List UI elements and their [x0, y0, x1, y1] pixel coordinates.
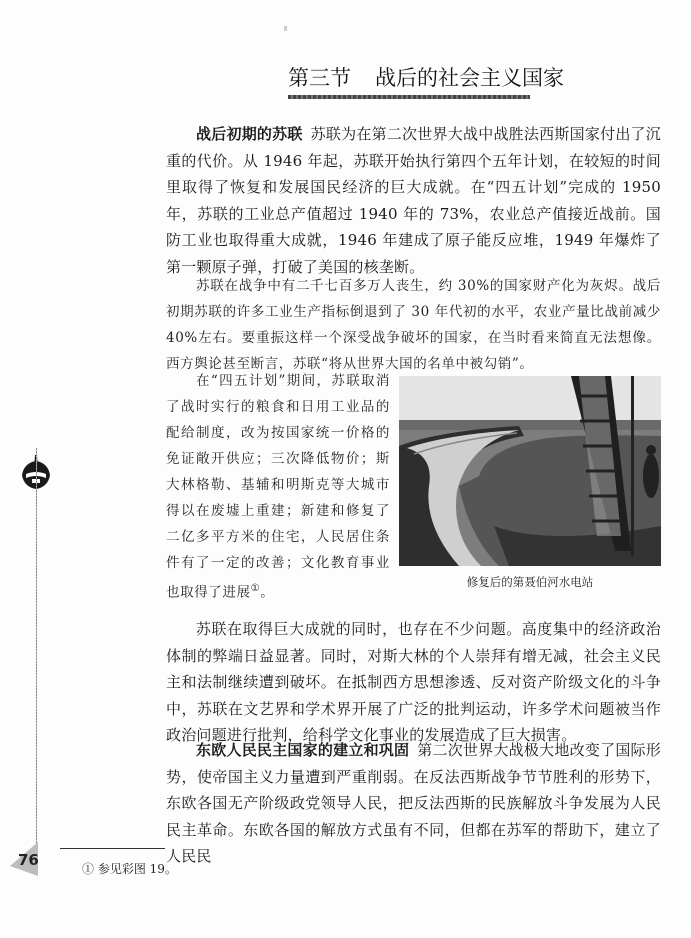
footnote-text: ① 参见彩图 19。: [82, 862, 177, 876]
scan-mark: [284, 26, 287, 31]
paragraph-eastern-europe: [166, 737, 661, 870]
paragraph-text: 第二次世界大战极大地改变了国际形势，使帝国主义力量遭到严重削弱。在反法西斯战争节节胜利的形势下，东欧各国无产阶级政党领导人民，把反法西斯的民族解放斗争发展为人民民主革命。东欧各国的解放方式虽有不同，但都在苏军的帮助下，建立了人民民: [166, 741, 661, 865]
page-number: 76: [18, 851, 39, 869]
margin-rule: [36, 448, 37, 848]
paragraph-end: 。: [260, 584, 275, 601]
paragraph-text: 苏联在战争中有二千七百多万人丧生，约 30%的国家财产化为灰烬。战后初期苏联的许多工业生产指标倒退到了 30 年代初的水平，农业产量比战前减少 40%左右。要重振这样一个深受战争破坏的国家，在当时看来简直无法想像。西方舆论甚至断言，苏联“将从世界大国的名单中被勾销”。: [166, 278, 661, 372]
paragraph-heading: 东欧人民民主国家的建立和巩固: [196, 741, 410, 759]
paragraph-text: 苏联为在第二次世界大战中战胜法西斯国家付出了沉重的代价。从 1946 年起，苏联开始执行第四个五年计划，在较短的时间里取得了恢复和发展国民经济的巨大成就。在“四五计划”完成的 1950 年，苏联的工业总产值超过 1940 年的 73%，农业总产值接近战前。国防工业也取得重大成就，1946 年建成了原子能反应堆，1949 年爆炸了第一颗原子弹，打破了美国的核垄断。: [166, 125, 661, 276]
dam-image-icon: [399, 376, 661, 566]
paragraph-text: 苏联在取得巨大成就的同时，也存在不少问题。高度集中的经济政治体制的弊端日益显著。同时，对斯大林的个人崇拜有增无减，社会主义民主和法制继续遭到破坏。在抵制西方思想渗透、反对资产阶级文化的斗争中，苏联在文艺界和学术界开展了广泛的批判运动，许多学术问题被当作政治问题进行批判，给科学文化事业的发展造成了巨大损害。: [166, 620, 661, 744]
section-number: 第三节: [288, 66, 351, 90]
section-header: [288, 64, 564, 99]
paragraph-postwar-ussr: [166, 121, 661, 280]
paragraph-heading: 战后初期的苏联: [196, 125, 303, 143]
footnote-divider: [60, 848, 165, 849]
paragraph-fourth-plan: [166, 368, 390, 606]
paragraph-problems: [166, 616, 661, 749]
title-underline: [288, 95, 530, 99]
paragraph-text: 在“四五计划”期间，苏联取消了战时实行的粮食和日用工业品的配给制度，改为按国家统一价格的免证敞开供应；三次降低物价；斯大林格勒、基辅和明斯克等大城市得以在废墟上重建；新建和修复了二亿多平方米的住宅，人民居住条件有了一定的改善；文化教育事业也取得了进展: [166, 373, 390, 601]
section-title-text: 战后的社会主义国家: [375, 66, 564, 90]
figure-caption: 修复后的第聂伯河水电站: [466, 575, 594, 589]
paragraph-war-losses: [166, 273, 661, 377]
section-title: [288, 64, 564, 92]
dnieper-hydro-photo: [399, 376, 661, 566]
footnote-ref[interactable]: ①: [250, 583, 261, 594]
